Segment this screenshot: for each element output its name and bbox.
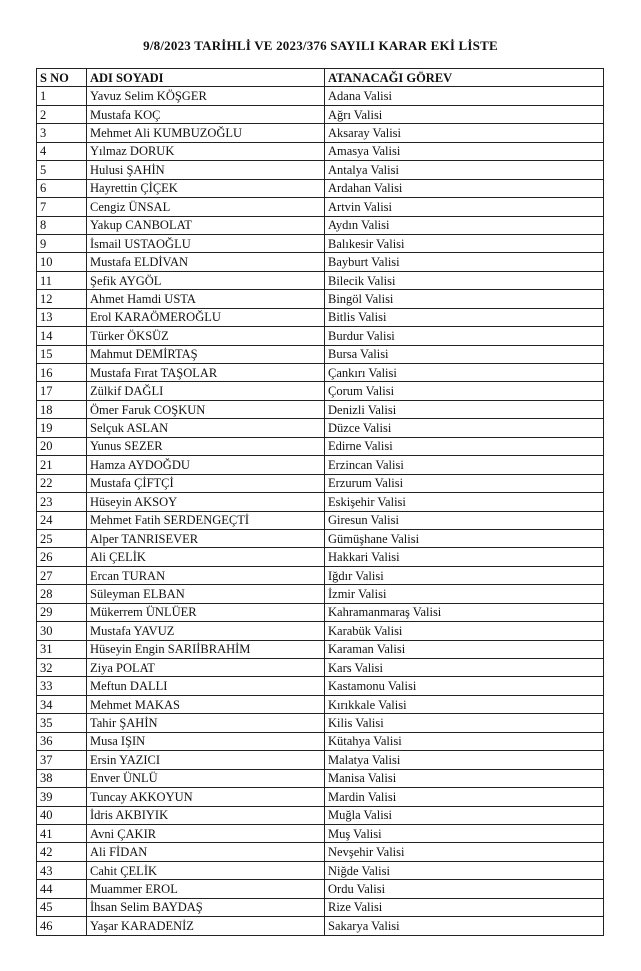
row-role: Erzurum Valisi [325,474,604,492]
table-row [37,400,604,418]
header-role: ATANACAĞI GÖREV [325,69,604,87]
row-number: 13 [37,308,87,326]
table-row [37,824,604,842]
row-name: Türker ÖKSÜZ [87,327,325,345]
table-row [37,474,604,492]
row-number: 29 [37,603,87,621]
row-role: Sakarya Valisi [325,917,604,935]
row-number: 36 [37,732,87,750]
row-number: 1 [37,87,87,105]
row-number: 45 [37,898,87,916]
row-role: Eskişehir Valisi [325,493,604,511]
row-number: 22 [37,474,87,492]
row-role: Adana Valisi [325,87,604,105]
table-row [37,695,604,713]
row-number: 33 [37,677,87,695]
row-role: Antalya Valisi [325,161,604,179]
row-number: 6 [37,179,87,197]
row-name: Hulusi ŞAHİN [87,161,325,179]
row-number: 21 [37,456,87,474]
row-name: Ali ÇELİK [87,548,325,566]
table-row [37,216,604,234]
row-role: Balıkesir Valisi [325,234,604,252]
row-name: Mehmet Fatih SERDENGEÇTİ [87,511,325,529]
row-name: Cengiz ÜNSAL [87,198,325,216]
row-role: Ağrı Valisi [325,105,604,123]
row-name: Ercan TURAN [87,566,325,584]
row-name: Enver ÜNLÜ [87,769,325,787]
row-name: Mustafa ÇİFTÇİ [87,474,325,492]
row-number: 26 [37,548,87,566]
table-row [37,751,604,769]
row-name: Yakup CANBOLAT [87,216,325,234]
row-role: Mardin Valisi [325,788,604,806]
header-name: ADI SOYADI [87,69,325,87]
row-name: Mustafa KOÇ [87,105,325,123]
row-role: Bayburt Valisi [325,253,604,271]
row-role: Kırıkkale Valisi [325,695,604,713]
row-role: İzmir Valisi [325,585,604,603]
row-role: Nevşehir Valisi [325,843,604,861]
row-number: 37 [37,751,87,769]
row-name: Şefik AYGÖL [87,271,325,289]
table-row [37,161,604,179]
row-name: İdris AKBIYIK [87,806,325,824]
row-number: 8 [37,216,87,234]
row-name: Süleyman ELBAN [87,585,325,603]
row-name: İhsan Selim BAYDAŞ [87,898,325,916]
row-role: Kilis Valisi [325,714,604,732]
row-role: Bingöl Valisi [325,290,604,308]
row-role: Ordu Valisi [325,880,604,898]
table-header-row [37,69,604,87]
table-row [37,234,604,252]
row-number: 15 [37,345,87,363]
row-role: Malatya Valisi [325,751,604,769]
row-number: 3 [37,124,87,142]
row-name: Ali FİDAN [87,843,325,861]
table-row [37,179,604,197]
table-row [37,87,604,105]
row-role: Karaman Valisi [325,640,604,658]
table-row [37,511,604,529]
row-name: Alper TANRISEVER [87,529,325,547]
table-row [37,529,604,547]
row-name: İsmail USTAOĞLU [87,234,325,252]
row-name: Yavuz Selim KÖŞGER [87,87,325,105]
row-role: Ardahan Valisi [325,179,604,197]
row-role: Iğdır Valisi [325,566,604,584]
row-name: Tuncay AKKOYUN [87,788,325,806]
table-body [37,87,604,935]
row-number: 20 [37,437,87,455]
row-number: 44 [37,880,87,898]
table-row [37,677,604,695]
row-role: Erzincan Valisi [325,456,604,474]
table-row [37,732,604,750]
table-row [37,622,604,640]
row-number: 42 [37,843,87,861]
row-name: Mehmet MAKAS [87,695,325,713]
table-row [37,456,604,474]
row-role: Giresun Valisi [325,511,604,529]
row-role: Kahramanmaraş Valisi [325,603,604,621]
table-row [37,566,604,584]
row-name: Mustafa YAVUZ [87,622,325,640]
row-role: Gümüşhane Valisi [325,529,604,547]
table-row [37,345,604,363]
row-number: 18 [37,400,87,418]
row-number: 2 [37,105,87,123]
table-row [37,917,604,935]
row-role: Bilecik Valisi [325,271,604,289]
row-name: Tahir ŞAHİN [87,714,325,732]
table-row [37,437,604,455]
row-role: Denizli Valisi [325,400,604,418]
row-role: Muğla Valisi [325,806,604,824]
table-row [37,364,604,382]
row-role: Bursa Valisi [325,345,604,363]
table-row [37,788,604,806]
table-row [37,898,604,916]
table-row [37,493,604,511]
row-role: Düzce Valisi [325,419,604,437]
row-role: Muş Valisi [325,824,604,842]
row-name: Zülkif DAĞLI [87,382,325,400]
appointment-table [36,68,604,936]
row-name: Meftun DALLI [87,677,325,695]
table-row [37,585,604,603]
row-number: 17 [37,382,87,400]
table-row [37,548,604,566]
row-role: Rize Valisi [325,898,604,916]
row-number: 41 [37,824,87,842]
row-number: 46 [37,917,87,935]
row-name: Yunus SEZER [87,437,325,455]
row-number: 38 [37,769,87,787]
table-row [37,843,604,861]
row-name: Mustafa ELDİVAN [87,253,325,271]
row-name: Muammer EROL [87,880,325,898]
row-number: 40 [37,806,87,824]
row-number: 23 [37,493,87,511]
row-name: Mustafa Fırat TAŞOLAR [87,364,325,382]
row-name: Mahmut DEMİRTAŞ [87,345,325,363]
row-role: Edirne Valisi [325,437,604,455]
row-role: Kastamonu Valisi [325,677,604,695]
row-role: Aydın Valisi [325,216,604,234]
row-number: 14 [37,327,87,345]
row-role: Bitlis Valisi [325,308,604,326]
row-role: Artvin Valisi [325,198,604,216]
table-row [37,806,604,824]
row-role: Çorum Valisi [325,382,604,400]
row-name: Hayrettin ÇİÇEK [87,179,325,197]
document-title: 9/8/2023 TARİHLİ VE 2023/376 SAYILI KARAR EKİ LİSTE [143,38,498,53]
row-name: Mehmet Ali KUMBUZOĞLU [87,124,325,142]
row-number: 31 [37,640,87,658]
table-row [37,640,604,658]
row-name: Hüseyin Engin SARIİBRAHİM [87,640,325,658]
row-role: Manisa Valisi [325,769,604,787]
row-number: 4 [37,142,87,160]
row-number: 35 [37,714,87,732]
header-sno: S NO [37,69,87,87]
row-role: Amasya Valisi [325,142,604,160]
table-row [37,290,604,308]
row-name: Yılmaz DORUK [87,142,325,160]
row-name: Ömer Faruk COŞKUN [87,400,325,418]
table-row [37,198,604,216]
row-name: Hüseyin AKSOY [87,493,325,511]
table-row [37,659,604,677]
table-row [37,105,604,123]
table-row [37,327,604,345]
row-name: Ahmet Hamdi USTA [87,290,325,308]
row-number: 27 [37,566,87,584]
row-name: Ersin YAZICI [87,751,325,769]
table-row [37,253,604,271]
row-number: 39 [37,788,87,806]
table-row [37,769,604,787]
table-row [37,308,604,326]
table-row [37,419,604,437]
row-name: Ziya POLAT [87,659,325,677]
row-number: 19 [37,419,87,437]
row-role: Karabük Valisi [325,622,604,640]
row-number: 43 [37,861,87,879]
row-name: Selçuk ASLAN [87,419,325,437]
table-row [37,714,604,732]
row-role: Hakkari Valisi [325,548,604,566]
table-row [37,124,604,142]
row-name: Musa IŞIN [87,732,325,750]
row-name: Avni ÇAKIR [87,824,325,842]
row-role: Kütahya Valisi [325,732,604,750]
table-row [37,382,604,400]
row-name: Hamza AYDOĞDU [87,456,325,474]
row-role: Aksaray Valisi [325,124,604,142]
row-number: 28 [37,585,87,603]
row-number: 25 [37,529,87,547]
row-number: 9 [37,234,87,252]
table-row [37,142,604,160]
row-role: Çankırı Valisi [325,364,604,382]
table-row [37,861,604,879]
row-number: 16 [37,364,87,382]
row-number: 5 [37,161,87,179]
row-number: 7 [37,198,87,216]
row-role: Burdur Valisi [325,327,604,345]
table-row [37,603,604,621]
row-number: 10 [37,253,87,271]
row-number: 24 [37,511,87,529]
row-role: Niğde Valisi [325,861,604,879]
row-name: Yaşar KARADENİZ [87,917,325,935]
row-name: Erol KARAÖMEROĞLU [87,308,325,326]
row-number: 34 [37,695,87,713]
row-number: 11 [37,271,87,289]
table-row [37,880,604,898]
table-row [37,271,604,289]
row-role: Kars Valisi [325,659,604,677]
row-number: 30 [37,622,87,640]
row-name: Mükerrem ÜNLÜER [87,603,325,621]
row-name: Cahit ÇELİK [87,861,325,879]
row-number: 32 [37,659,87,677]
row-number: 12 [37,290,87,308]
